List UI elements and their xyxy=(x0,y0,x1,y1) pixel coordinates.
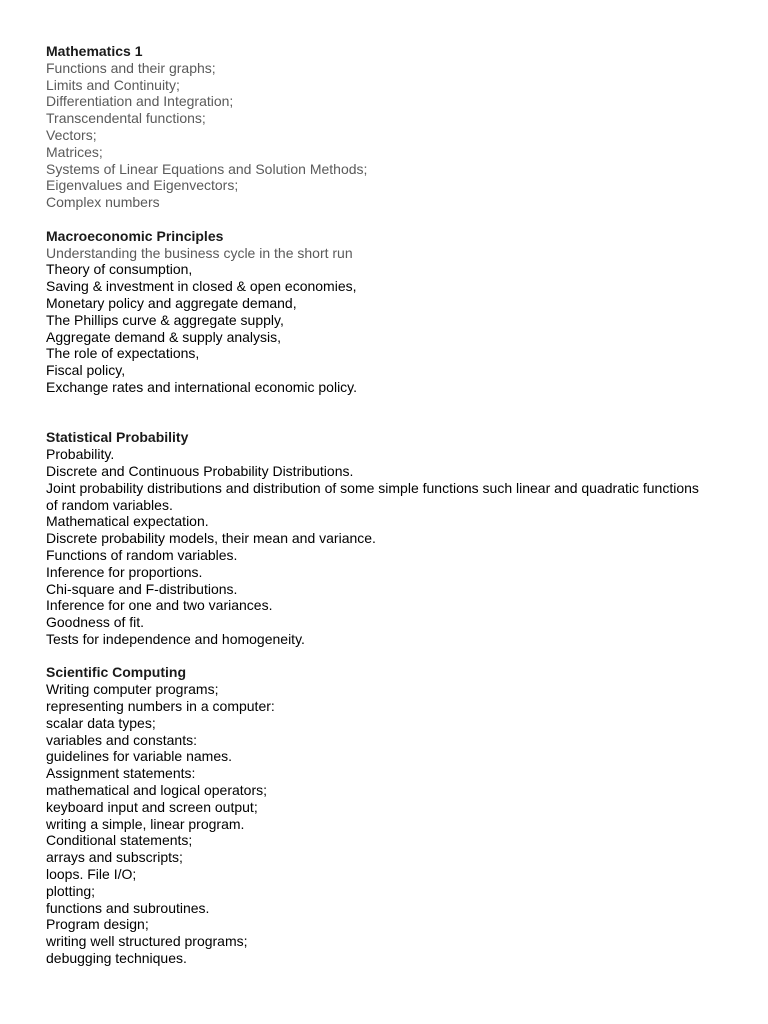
topic-item: Assignment statements: xyxy=(46,765,196,782)
topic-item: Goodness of fit. xyxy=(46,614,145,631)
topic-item: Functions of random variables. xyxy=(46,546,238,563)
topic-list xyxy=(46,446,746,648)
topic-item: Joint probability distributions and distribution of some simple functions such linear and quadratic functions of random variables. xyxy=(46,479,699,513)
topic-item: Functions and their graphs; xyxy=(46,59,216,76)
topic-item: Matrices; xyxy=(46,143,103,160)
section-heading: Mathematics 1 xyxy=(46,43,143,59)
topic-item: plotting; xyxy=(46,882,96,899)
topic-list xyxy=(46,681,746,967)
topic-list xyxy=(46,245,746,396)
topic-item: Chi-square and F-distributions. xyxy=(46,580,238,597)
topic-item: guidelines for variable names. xyxy=(46,748,232,765)
topic-item: Differentiation and Integration; xyxy=(46,93,234,110)
section-macroeconomic-principles xyxy=(46,228,746,396)
topic-item: Saving & investment in closed & open economies, xyxy=(46,278,357,295)
topic-item: Conditional statements; xyxy=(46,832,193,849)
topic-item: Writing computer programs; xyxy=(46,681,219,698)
topic-item: scalar data types; xyxy=(46,714,156,731)
topic-item: Discrete probability models, their mean and variance. xyxy=(46,530,376,547)
topic-item: writing a simple, linear program. xyxy=(46,815,245,832)
topic-item: Discrete and Continuous Probability Distributions. xyxy=(46,462,354,479)
topic-item: mathematical and logical operators; xyxy=(46,782,268,799)
topic-item: Inference for proportions. xyxy=(46,563,203,580)
topic-item: Exchange rates and international economic policy. xyxy=(46,378,358,395)
topic-item: Complex numbers xyxy=(46,194,160,211)
topic-item: variables and constants: xyxy=(46,731,197,748)
topic-item: Tests for independence and homogeneity. xyxy=(46,630,305,647)
topic-item: functions and subroutines. xyxy=(46,899,210,916)
topic-item: Understanding the business cycle in the short run xyxy=(46,244,353,261)
document-page xyxy=(46,43,746,967)
topic-item: writing well structured programs; xyxy=(46,933,248,950)
topic-item: Vectors; xyxy=(46,126,97,143)
section-mathematics-1 xyxy=(46,43,746,211)
topic-item: arrays and subscripts; xyxy=(46,849,183,866)
topic-item: The role of expectations, xyxy=(46,345,200,362)
topic-item: Mathematical expectation. xyxy=(46,513,209,530)
topic-item: loops. File I/O; xyxy=(46,866,137,883)
topic-item: Eigenvalues and Eigenvectors; xyxy=(46,177,239,194)
section-heading: Scientific Computing xyxy=(46,664,186,681)
topic-item: Systems of Linear Equations and Solution Methods; xyxy=(46,160,368,177)
topic-item: keyboard input and screen output; xyxy=(46,798,258,815)
topic-item: debugging techniques. xyxy=(46,950,187,967)
topic-list xyxy=(46,60,746,211)
section-heading: Statistical Probability xyxy=(46,429,189,446)
topic-item: Inference for one and two variances. xyxy=(46,597,273,614)
topic-item: Transcendental functions; xyxy=(46,110,206,127)
section-scientific-computing xyxy=(46,664,746,966)
section-statistical-probability xyxy=(46,429,746,647)
topic-item: Theory of consumption, xyxy=(46,261,193,278)
topic-item: Program design; xyxy=(46,916,149,933)
topic-item: The Phillips curve & aggregate supply, xyxy=(46,311,284,328)
topic-item: Limits and Continuity; xyxy=(46,76,180,93)
section-heading: Macroeconomic Principles xyxy=(46,227,224,244)
topic-item: representing numbers in a computer: xyxy=(46,698,275,715)
topic-item: Fiscal policy, xyxy=(46,362,126,379)
topic-item: Aggregate demand & supply analysis, xyxy=(46,328,282,345)
topic-item: Monetary policy and aggregate demand, xyxy=(46,294,297,311)
topic-item: Probability. xyxy=(46,446,115,463)
